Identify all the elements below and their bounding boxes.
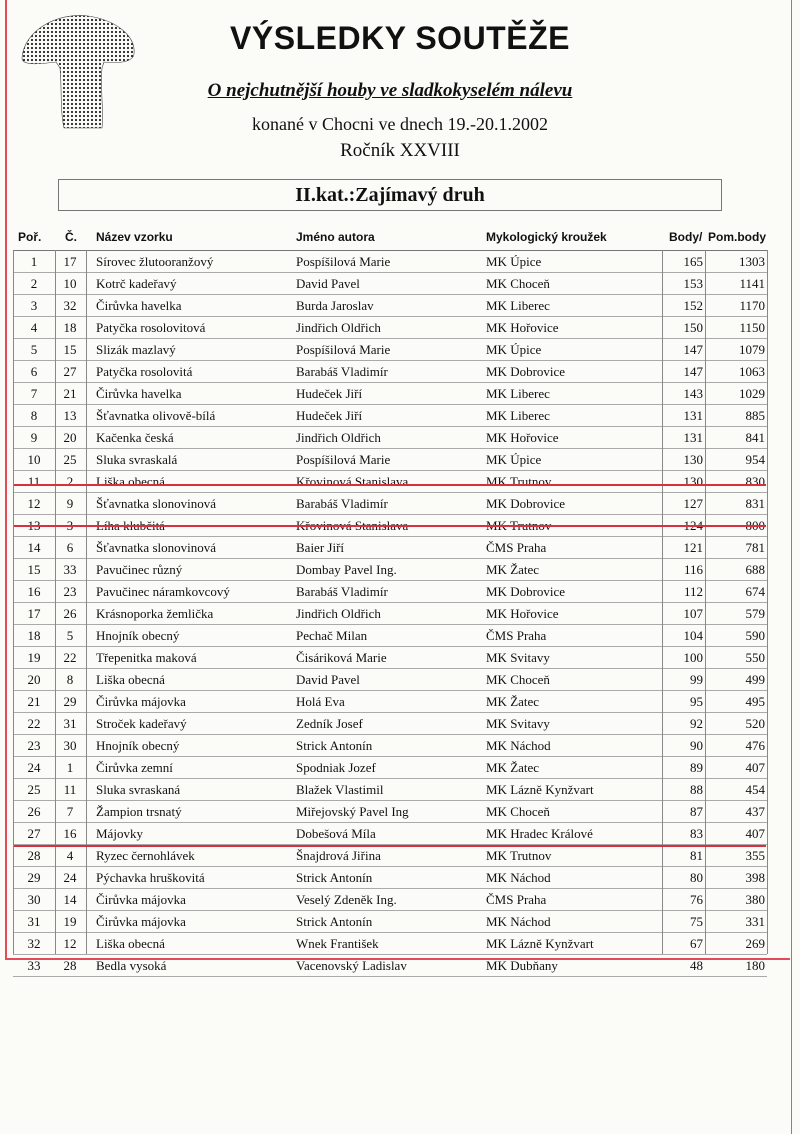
cell-mk: MK Dobrovice	[486, 584, 566, 599]
cell-mk: MK Liberec	[486, 386, 550, 401]
cell-por: 7	[30, 386, 38, 401]
cell-body: 89	[690, 760, 703, 775]
table-row	[13, 317, 767, 339]
cell-body: 130	[683, 452, 703, 467]
cell-mk: MK Lázně Kynžvart	[486, 936, 594, 951]
cell-mk: MK Lázně Kynžvart	[486, 782, 594, 797]
cell-autor: Holá Eva	[296, 694, 345, 709]
cell-nazev: Čirůvka májovka	[96, 892, 186, 907]
cell-c: 6	[66, 540, 74, 555]
cell-mk: ČMS Praha	[486, 628, 547, 643]
cell-c: 33	[63, 562, 77, 577]
cell-mk: MK Liberec	[486, 408, 550, 423]
cell-pom: 520	[745, 716, 765, 731]
table-divider-c	[55, 250, 56, 954]
category-heading: II.kat.:Zajímavý druh	[58, 179, 722, 211]
cell-pom: 380	[745, 892, 765, 907]
cell-nazev: Liška obecná	[96, 672, 165, 687]
cell-c: 13	[63, 408, 77, 423]
cell-body: 75	[690, 914, 703, 929]
cell-pom: 1029	[739, 386, 765, 401]
cell-pom: 1063	[739, 364, 765, 379]
cell-nazev: Patyčka rosolovitá	[96, 364, 193, 379]
cell-autor: Pechač Milan	[296, 628, 368, 643]
table-row	[13, 933, 767, 955]
cell-body: 112	[683, 584, 703, 599]
cell-c: 12	[63, 936, 77, 951]
cell-autor: Pospíšilová Marie	[296, 342, 391, 357]
cell-nazev: Pavučinec náramkovcový	[96, 584, 230, 599]
cell-autor: Wnek František	[296, 936, 379, 951]
cell-pom: 885	[745, 408, 765, 423]
cell-mk: MK Svitavy	[486, 716, 550, 731]
cell-por: 9	[30, 430, 38, 445]
cell-pom: 841	[745, 430, 765, 445]
cell-body: 104	[683, 628, 703, 643]
cell-nazev: Čirůvka zemní	[96, 760, 173, 775]
cell-nazev: Čirůvka havelka	[96, 386, 182, 401]
table-divider-pom	[705, 250, 706, 954]
cell-pom: 1170	[739, 298, 765, 313]
cell-mk: MK Trutnov	[486, 848, 552, 863]
table-row	[13, 867, 767, 889]
cell-mk: MK Liberec	[486, 298, 550, 313]
cell-c: 14	[63, 892, 77, 907]
cell-body: 67	[690, 936, 703, 951]
cell-body: 127	[683, 496, 703, 511]
cell-c: 8	[66, 672, 74, 687]
cell-mk: MK Žatec	[486, 760, 540, 775]
table-row	[13, 691, 767, 713]
cell-body: 147	[683, 342, 703, 357]
cell-nazev: Stroček kadeřavý	[96, 716, 187, 731]
cell-nazev: Krásnoporka žemlička	[96, 606, 214, 621]
red-border-right	[791, 0, 792, 1134]
cell-body: 153	[683, 276, 703, 291]
cell-mk: MK Svitavy	[486, 650, 550, 665]
cell-nazev: Šťavnatka slonovinová	[96, 540, 217, 555]
cell-body: 90	[690, 738, 703, 753]
cell-nazev: Májovky	[96, 826, 143, 841]
cell-mk: ČMS Praha	[486, 892, 547, 907]
header-pom: Pom.body	[708, 230, 767, 244]
cell-pom: 499	[745, 672, 765, 687]
cell-nazev: Šťavnatka slonovinová	[96, 496, 217, 511]
header-c: Č.	[65, 230, 77, 244]
cell-por: 23	[27, 738, 41, 753]
cell-autor: Burda Jaroslav	[296, 298, 374, 313]
cell-c: 1	[66, 760, 74, 775]
cell-c: 31	[63, 716, 77, 731]
cell-pom: 476	[745, 738, 765, 753]
cell-c: 21	[63, 386, 77, 401]
cell-body: 100	[683, 650, 703, 665]
cell-c: 25	[63, 452, 77, 467]
header-por: Poř.	[18, 230, 42, 244]
cell-c: 7	[66, 804, 74, 819]
cell-por: 15	[27, 562, 41, 577]
event-line: konané v Chocni ve dnech 19.-20.1.2002	[252, 114, 548, 134]
table-row	[13, 537, 767, 559]
cell-mk: MK Choceň	[486, 672, 550, 687]
cell-por: 4	[30, 320, 38, 335]
cell-por: 13	[27, 518, 41, 533]
cell-autor: Dobešová Míla	[296, 826, 376, 841]
cell-body: 124	[683, 518, 703, 533]
cell-body: 87	[690, 804, 703, 819]
cell-autor: Barabáš Vladimír	[296, 364, 388, 379]
cell-por: 27	[27, 826, 41, 841]
cell-pom: 1079	[739, 342, 765, 357]
cell-pom: 331	[745, 914, 765, 929]
cell-autor: Barabáš Vladimír	[296, 496, 388, 511]
cell-mk: MK Trutnov	[486, 518, 552, 533]
table-row	[13, 361, 767, 383]
cell-pom: 954	[745, 452, 765, 467]
cell-autor: Barabáš Vladimír	[296, 584, 388, 599]
cell-autor: Hudeček Jiří	[296, 386, 363, 401]
cell-mk: MK Hořovice	[486, 430, 559, 445]
cell-por: 3	[30, 298, 38, 313]
cell-por: 25	[27, 782, 41, 797]
table-row	[13, 955, 767, 977]
cell-pom: 1141	[739, 276, 765, 291]
cell-body: 165	[683, 254, 703, 269]
cell-nazev: Sluka svraskalá	[96, 452, 178, 467]
cell-pom: 550	[745, 650, 765, 665]
cell-por: 21	[27, 694, 41, 709]
cell-pom: 590	[745, 628, 765, 643]
cell-autor: Strick Antonín	[296, 870, 373, 885]
table-row	[13, 427, 767, 449]
cell-autor: David Pavel	[296, 672, 360, 687]
cell-nazev: Žampion trsnatý	[96, 804, 182, 819]
cell-mk: MK Žatec	[486, 694, 540, 709]
cell-c: 3	[66, 518, 74, 533]
cell-c: 11	[63, 782, 77, 797]
cell-c: 16	[63, 826, 77, 841]
table-row	[13, 295, 767, 317]
cell-por: 10	[27, 452, 41, 467]
cell-por: 24	[27, 760, 41, 775]
cell-body: 147	[683, 364, 703, 379]
document-subtitle: O nejchutnější houby ve sladkokyselém nálevu	[207, 80, 573, 101]
cell-nazev: Kačenka česká	[96, 430, 174, 445]
table-header	[0, 228, 800, 248]
header-autor: Jméno autora	[296, 230, 375, 244]
cell-por: 19	[27, 650, 41, 665]
cell-nazev: Sluka svraskaná	[96, 782, 181, 797]
cell-pom: 495	[745, 694, 765, 709]
table-row	[13, 405, 767, 427]
cell-autor: Vacenovský Ladislav	[296, 958, 407, 973]
cell-c: 26	[63, 606, 77, 621]
table-row	[13, 647, 767, 669]
cell-nazev: Ryzec černohlávek	[96, 848, 195, 863]
cell-c: 29	[63, 694, 77, 709]
cell-nazev: Čirůvka májovka	[96, 914, 186, 929]
cell-nazev: Bedla vysoká	[96, 958, 167, 973]
table-row	[13, 801, 767, 823]
cell-por: 16	[27, 584, 41, 599]
cell-c: 4	[66, 848, 74, 863]
cell-body: 92	[690, 716, 703, 731]
cell-nazev: Patyčka rosolovitová	[96, 320, 206, 335]
cell-mk: MK Hořovice	[486, 320, 559, 335]
cell-nazev: Kotrč kadeřavý	[96, 276, 177, 291]
cell-autor: Šnajdrová Jiřina	[296, 848, 381, 863]
header-mk: Mykologický kroužek	[486, 230, 607, 244]
cell-mk: MK Hořovice	[486, 606, 559, 621]
cell-nazev: Sírovec žlutooranžový	[96, 254, 214, 269]
cell-body: 80	[690, 870, 703, 885]
table-row	[13, 757, 767, 779]
cell-nazev: Hnojník obecný	[96, 738, 180, 753]
cell-pom: 398	[745, 870, 765, 885]
cell-autor: Dombay Pavel Ing.	[296, 562, 397, 577]
cell-body: 88	[690, 782, 703, 797]
table-border-right	[767, 250, 768, 954]
cell-c: 32	[63, 298, 77, 313]
cell-mk: MK Náchod	[486, 914, 551, 929]
table-border-left	[13, 250, 14, 954]
cell-c: 20	[63, 430, 77, 445]
cell-por: 17	[27, 606, 41, 621]
cell-c: 5	[66, 628, 74, 643]
cell-pom: 355	[745, 848, 765, 863]
cell-mk: MK Dobrovice	[486, 496, 566, 511]
cell-por: 11	[27, 474, 41, 489]
cell-c: 18	[63, 320, 77, 335]
cell-mk: MK Náchod	[486, 870, 551, 885]
cell-pom: 454	[745, 782, 765, 797]
cell-body: 81	[690, 848, 703, 863]
cell-nazev: Líha klubčitá	[96, 518, 165, 533]
cell-c: 30	[63, 738, 77, 753]
cell-por: 8	[30, 408, 38, 423]
table-row	[13, 713, 767, 735]
cell-pom: 830	[745, 474, 765, 489]
cell-autor: Baier Jiří	[296, 540, 345, 555]
cell-mk: ČMS Praha	[486, 540, 547, 555]
cell-por: 2	[30, 276, 38, 291]
cell-pom: 407	[745, 760, 765, 775]
cell-mk: MK Úpice	[486, 342, 542, 357]
cell-c: 24	[63, 870, 77, 885]
cell-c: 15	[63, 342, 77, 357]
cell-nazev: Třepenitka maková	[96, 650, 197, 665]
cell-autor: Spodniak Jozef	[296, 760, 376, 775]
table-row	[13, 603, 767, 625]
cell-autor: Křovinová Stanislava	[296, 518, 409, 533]
cell-body: 121	[683, 540, 703, 555]
cell-body: 48	[690, 958, 703, 973]
cell-body: 131	[683, 430, 703, 445]
cell-autor: Jindřich Oldřich	[296, 606, 381, 621]
cell-autor: Čisáriková Marie	[296, 650, 387, 665]
table-row	[13, 581, 767, 603]
cell-body: 116	[683, 562, 703, 577]
cell-por: 20	[27, 672, 41, 687]
cell-body: 152	[683, 298, 703, 313]
cell-body: 99	[690, 672, 703, 687]
cell-c: 2	[66, 474, 74, 489]
cell-mk: MK Dubňany	[486, 958, 558, 973]
cell-body: 76	[690, 892, 703, 907]
cell-mk: MK Hradec Králové	[486, 826, 593, 841]
table-row	[13, 625, 767, 647]
cell-por: 6	[30, 364, 38, 379]
cell-por: 12	[27, 496, 41, 511]
cell-nazev: Hnojník obecný	[96, 628, 180, 643]
cell-nazev: Pavučinec různý	[96, 562, 183, 577]
table-row	[13, 383, 767, 405]
table-row	[13, 471, 767, 493]
cell-mk: MK Žatec	[486, 562, 540, 577]
table-row	[13, 845, 767, 867]
cell-por: 28	[27, 848, 41, 863]
cell-pom: 407	[745, 826, 765, 841]
cell-mk: MK Náchod	[486, 738, 551, 753]
cell-pom: 269	[745, 936, 765, 951]
cell-c: 9	[66, 496, 74, 511]
table-row	[13, 559, 767, 581]
cell-autor: Zedník Josef	[296, 716, 363, 731]
cell-por: 30	[27, 892, 41, 907]
cell-nazev: Liška obecná	[96, 936, 165, 951]
red-cutoff-line-3	[14, 845, 766, 847]
cell-body: 131	[683, 408, 703, 423]
cell-pom: 831	[745, 496, 765, 511]
cell-autor: Křovinová Stanislava	[296, 474, 409, 489]
cell-por: 29	[27, 870, 41, 885]
year-line: Ročník XXVIII	[340, 140, 460, 161]
cell-c: 27	[63, 364, 77, 379]
cell-pom: 1303	[739, 254, 765, 269]
cell-pom: 674	[745, 584, 765, 599]
cell-por: 14	[27, 540, 41, 555]
cell-autor: Strick Antonín	[296, 738, 373, 753]
cell-body: 95	[690, 694, 703, 709]
cell-autor: Veselý Zdeněk Ing.	[296, 892, 397, 907]
cell-c: 23	[63, 584, 77, 599]
cell-body: 107	[683, 606, 703, 621]
header-body: Body/	[669, 230, 703, 244]
cell-c: 17	[63, 254, 77, 269]
table-row	[13, 669, 767, 691]
cell-mk: MK Trutnov	[486, 474, 552, 489]
cell-c: 10	[63, 276, 77, 291]
cell-pom: 800	[745, 518, 765, 533]
cell-nazev: Pýchavka hruškovitá	[96, 870, 205, 885]
cell-pom: 1150	[739, 320, 765, 335]
cell-nazev: Liška obecná	[96, 474, 165, 489]
cell-autor: Miřejovský Pavel Ing	[296, 804, 409, 819]
table-row	[13, 273, 767, 295]
cell-nazev: Čirůvka májovka	[96, 694, 186, 709]
table-row	[13, 779, 767, 801]
table-row	[13, 911, 767, 933]
cell-body: 150	[683, 320, 703, 335]
cell-por: 33	[27, 958, 41, 973]
cell-body: 130	[683, 474, 703, 489]
cell-mk: MK Úpice	[486, 452, 542, 467]
cell-por: 31	[27, 914, 41, 929]
cell-por: 26	[27, 804, 41, 819]
cell-mk: MK Choceň	[486, 804, 550, 819]
table-row	[13, 823, 767, 845]
cell-autor: Jindřich Oldřich	[296, 320, 381, 335]
cell-mk: MK Choceň	[486, 276, 550, 291]
table-divider-body	[662, 250, 663, 954]
cell-c: 19	[63, 914, 77, 929]
cell-mk: MK Úpice	[486, 254, 542, 269]
cell-body: 83	[690, 826, 703, 841]
cell-pom: 180	[745, 958, 765, 973]
cell-por: 1	[30, 254, 38, 269]
header-nazev: Název vzorku	[96, 230, 173, 244]
cell-autor: Strick Antonín	[296, 914, 373, 929]
table-divider-nazev	[86, 250, 87, 954]
cell-autor: Pospíšilová Marie	[296, 452, 391, 467]
cell-autor: Pospíšilová Marie	[296, 254, 391, 269]
mushroom-logo-icon	[18, 10, 138, 130]
cell-autor: Blažek Vlastimil	[296, 782, 384, 797]
cell-autor: Hudeček Jiří	[296, 408, 363, 423]
table-row	[13, 449, 767, 471]
cell-c: 28	[63, 958, 77, 973]
cell-body: 143	[683, 386, 703, 401]
cell-por: 22	[27, 716, 41, 731]
cell-por: 18	[27, 628, 41, 643]
red-cutoff-line-2	[14, 525, 766, 527]
table-row	[13, 735, 767, 757]
cell-pom: 781	[745, 540, 765, 555]
cell-pom: 437	[745, 804, 765, 819]
red-cutoff-line-1	[14, 484, 766, 486]
results-table	[13, 250, 767, 977]
table-row	[13, 889, 767, 911]
cell-c: 22	[63, 650, 77, 665]
table-row	[13, 493, 767, 515]
cell-nazev: Čirůvka havelka	[96, 298, 182, 313]
cell-por: 5	[30, 342, 38, 357]
cell-autor: Jindřich Oldřich	[296, 430, 381, 445]
cell-pom: 688	[745, 562, 765, 577]
document-title: VÝSLEDKY SOUTĚŽE	[230, 20, 570, 56]
red-border-left	[5, 0, 7, 960]
cell-mk: MK Dobrovice	[486, 364, 566, 379]
table-row	[13, 339, 767, 361]
table-row	[13, 251, 767, 273]
cell-por: 32	[27, 936, 41, 951]
cell-pom: 579	[745, 606, 765, 621]
cell-nazev: Slizák mazlavý	[96, 342, 176, 357]
cell-autor: David Pavel	[296, 276, 360, 291]
cell-nazev: Šťavnatka olivově-bílá	[96, 408, 216, 423]
